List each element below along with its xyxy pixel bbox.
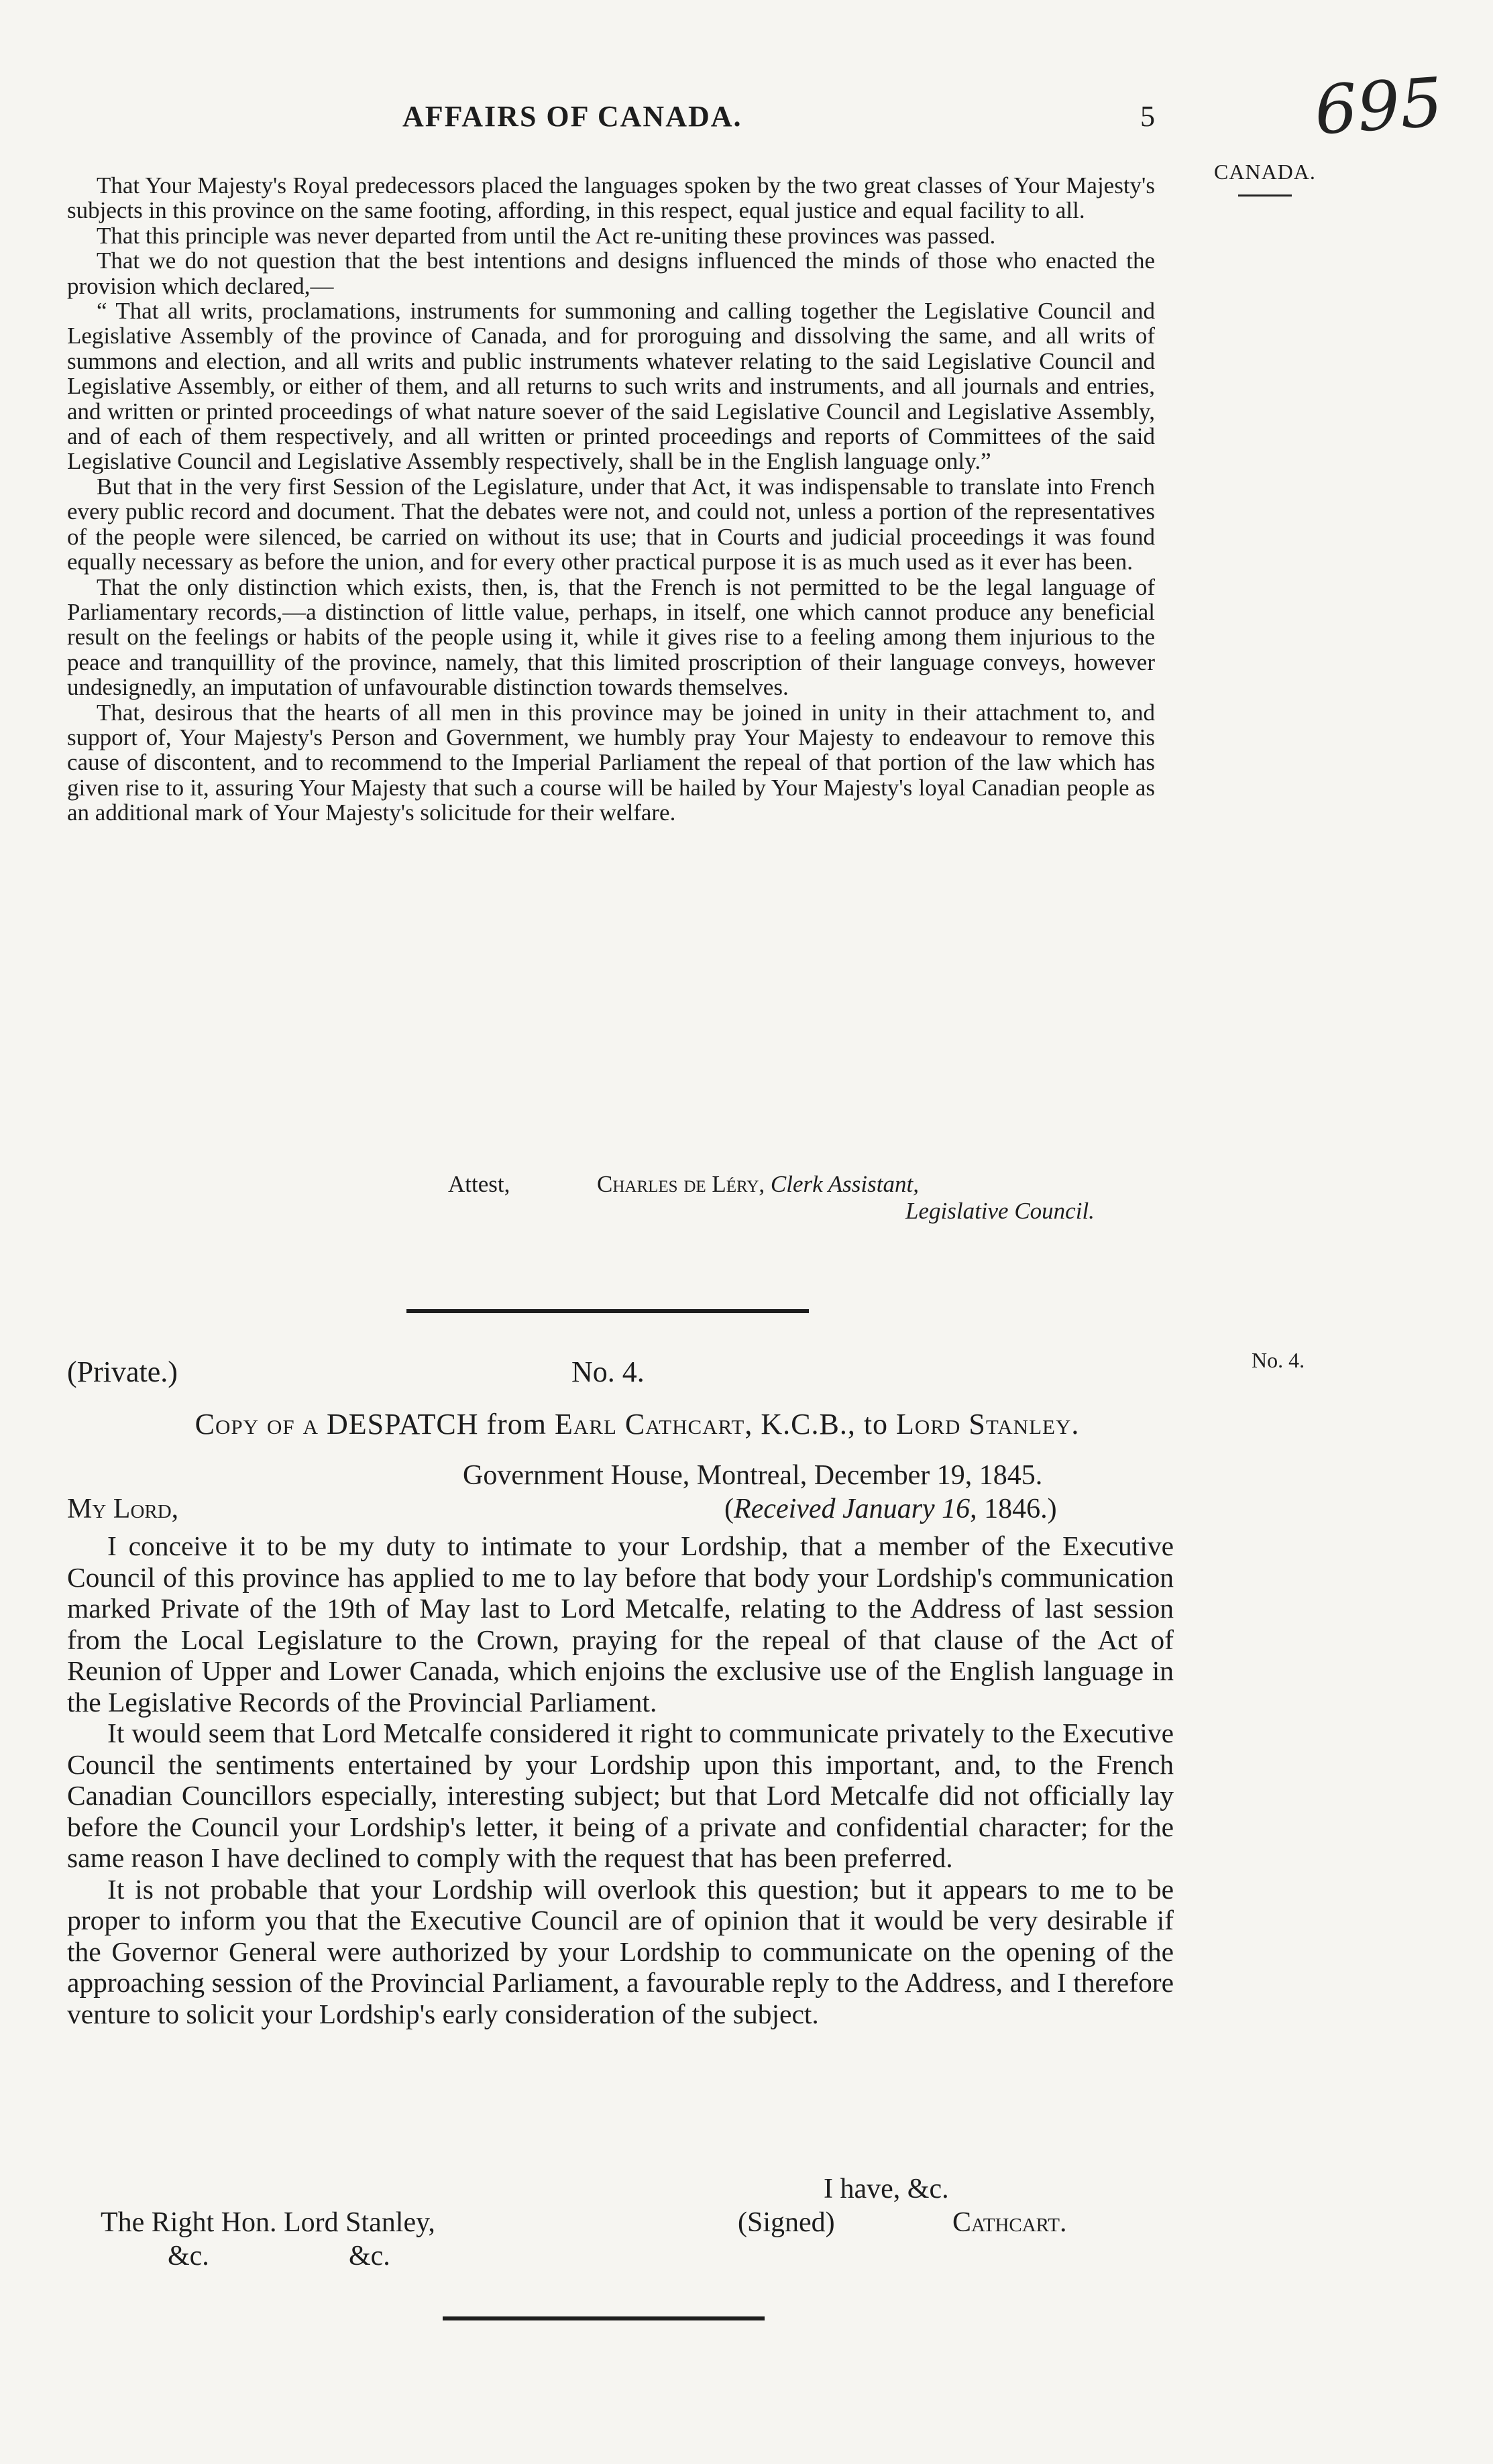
address-paragraph: That we do not question that the best intentions and designs influenced the minds of those who enacted the provision which declared,— [67, 247, 1155, 299]
despatch-body [67, 1530, 1174, 2029]
title-from: from [486, 1408, 547, 1441]
handwritten-folio-number: 695 [1312, 62, 1445, 150]
address-paragraph: But that in the very first Session of the Legislature, under that Act, it was indispensable to translate into French every public record and document. That the debates were not, and could not, unless a portion of the representatives of the people were silenced, be carried on without its use; that in Courts and judicial proceedings it was found equally necessary as before the union, and for every other practical purpose it is as much used as it ever has been. [67, 473, 1155, 575]
signatory-council: Legislative Council. [905, 1198, 1095, 1224]
address-paragraph: That this principle was never departed from until the Act re-uniting these provinces was passed. [97, 222, 996, 249]
salutation: My Lord, [67, 1494, 179, 1524]
addressee: The Right Hon. Lord Stanley, [101, 2207, 435, 2238]
running-head: AFFAIRS OF CANADA. [402, 100, 742, 133]
title-recipient: Lord Stanley. [896, 1408, 1080, 1441]
despatch-paragraph: I conceive it to be my duty to intimate to your Lordship, that a member of the Executive Council of this province has applied to me to lay before that body your Lordship's communication marked Private of the 19th of May last to Lord Metcalfe, relating to the Address of last session from the Local Legislature to the Crown, praying for the repeal of that clause of the Act of Reunion of Upper and Lower Canada, which enjoins the exclusive use of the English language in the Legislative Records of the Provincial Parliament. [67, 1530, 1174, 1718]
despatch-paragraph: It is not probable that your Lordship will overlook this question; but it appears to me to be proper to inform you that the Executive Council are of opinion that it would be very desirable if the Governor General were authorized by your Lordship to communicate on the opening of the approaching session of the Provincial Parliament, a favourable reply to the Address, and I therefore venture to solicit your Lordship's early consideration of the subject. [67, 1873, 1174, 2029]
despatch-title [101, 1407, 1174, 1441]
received-date: (Received January 16, 1846.) [724, 1494, 1057, 1524]
despatch-paragraph: It would seem that Lord Metcalfe considered it right to communicate privately to the Executive Council the sentiments entertained by your Lordship upon this important, and, to the French Canadian Councillors especially, interesting subject; but that Lord Metcalfe did not officially lay before the Council your Lordship's letter, it being of a private and confidential character; for the same reason I have declined to comply with the request that has been preferred. [67, 1718, 1174, 1873]
signature: Cathcart. [952, 2207, 1067, 2238]
margin-note-no4: No. 4. [1252, 1348, 1305, 1372]
end-divider [443, 2316, 765, 2320]
address-paragraph: That Your Majesty's Royal predecessors placed the languages spoken by the two great classes of Your Majesty's subjects in this province on the same footing, affording, in this respect, equal justice and equal facility to all. [67, 172, 1155, 224]
title-kcb: K.C.B., to [761, 1408, 889, 1441]
margin-rule [1238, 194, 1292, 197]
addressee-etc: &c. [168, 2241, 209, 2272]
section-divider [406, 1309, 809, 1313]
margin-note-canada: CANADA. [1214, 160, 1316, 184]
addressee-etc: &c. [349, 2241, 390, 2272]
despatch-number: No. 4. [571, 1355, 645, 1388]
address-paragraph: That, desirous that the hearts of all men in this province may be joined in unity in their attachment to, and support of, Your Majesty's Person and Government, we humbly pray Your Majesty to endeavour to remove this cause of discontent, and to recommend to the Imperial Parliament the repeal of that portion of the law which has given rise to it, assuring Your Majesty that such a course will be hailed by Your Majesty's loyal Canadian people as an additional mark of Your Majesty's solicitude for their welfare. [67, 699, 1155, 826]
signed-label: (Signed) [738, 2207, 835, 2238]
signatory-role: Clerk Assistant, [770, 1171, 919, 1197]
title-copy: Copy of a [195, 1408, 319, 1441]
private-label: (Private.) [67, 1355, 178, 1388]
title-main: DESPATCH [327, 1408, 479, 1441]
page-number: 5 [1140, 100, 1155, 133]
quoted-provision: “ That all writs, proclamations, instruments for summoning and calling together the Legislative Council and Legislative Assembly of the province of Canada, and for proroguing and dissolving the same, and all writs of summons and election, and all writs and public instruments whatever relating to the said Legislative Council and Legislative Assembly, or either of them, and all returns to such writs and instruments, and all journals and entries, and written or printed proceedings of what nature soever of the said Legislative Council and Legislative Assembly, and of each of them respectively, and all written or printed proceedings and reports of Committees of the said Legislative Council and Legislative Assembly respectively, shall be in the English language only.” [67, 298, 1155, 475]
attest-signature [597, 1171, 919, 1198]
signatory-name: Charles de Léry, [597, 1171, 765, 1197]
place-date: Government House, Montreal, December 19, 1845. [463, 1460, 1043, 1491]
address-paragraph: That the only distinction which exists, then, is, that the French is not permitted to be the legal language of Parliamentary records,—a distinction of little value, perhaps, in itself, one which cannot produce any beneficial result on the feelings or habits of the people using it, while it gives rise to a feeling among them injurious to the peace and tranquillity of the province, namely, that this limited proscription of their language conveys, however undesignedly, an imputation of unfavourable distinction towards themselves. [67, 573, 1155, 701]
closing: I have, &c. [824, 2174, 949, 2204]
attest-label: Attest, [448, 1171, 510, 1197]
title-sender: Earl Cathcart, [555, 1408, 753, 1441]
address-body [67, 173, 1155, 826]
